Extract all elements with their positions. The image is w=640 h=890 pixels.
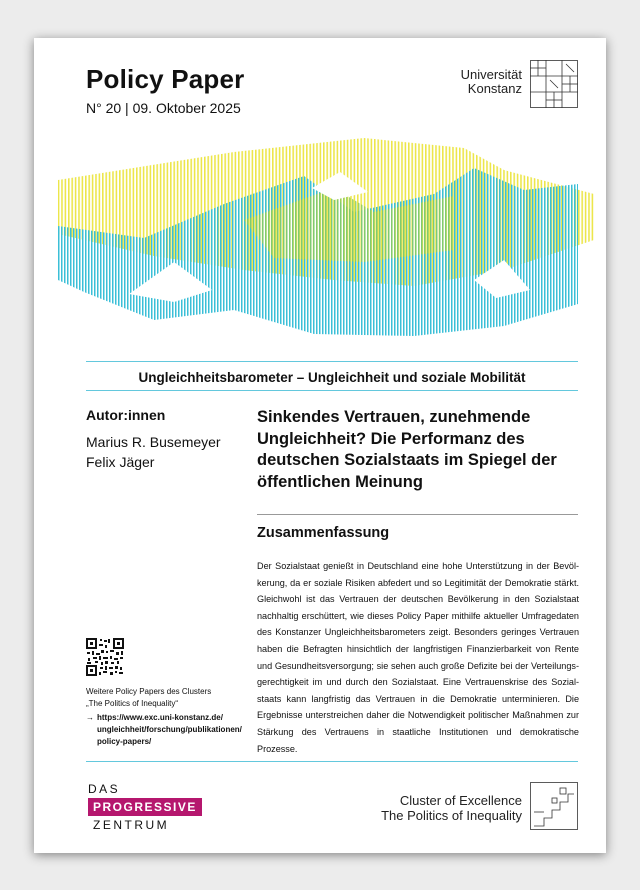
summary-line: Gleichwohl ist das Vertrauen der deutschen Bevölkerung in den Sozialstaat [257, 594, 579, 605]
more-papers-line: Weitere Policy Papers des Clusters [86, 687, 212, 696]
divider-footer [86, 761, 578, 762]
university-name [461, 68, 522, 96]
university-logo-icon [530, 60, 578, 108]
policy-paper-page [34, 38, 606, 853]
link-line[interactable]: https://www.exc.uni-konstanz.de/ [97, 713, 223, 722]
summary-line: Ergebnisse unterstreichen daher die Notwendigkeit politischer Maßnahmen zur [257, 710, 579, 721]
more-papers-line: „The Politics of Inequality“ [86, 699, 179, 708]
summary-line: Stärkung des Vertrauens in staatliche Institutionen und demokratische Prozesse. [257, 726, 579, 754]
author-name: Marius R. Busemeyer [86, 434, 221, 450]
cluster-line: Cluster of Excellence [399, 793, 522, 808]
divider-series [86, 390, 578, 391]
divider-headline [257, 514, 578, 515]
summary-line: kerung, da er soziale Risiken abfedert und so Legitimität der Demokratie stärkt. [257, 577, 579, 588]
summary-line: haben die Befragten hinsichtlich der langfristigen Finanzierbarkeit von Rente [257, 643, 579, 654]
more-papers-link[interactable] [86, 712, 264, 748]
divider-top [86, 361, 578, 362]
dpz-line: DAS [88, 782, 121, 796]
summary-heading: Zusammenfassung [257, 525, 390, 541]
author-name: Felix Jäger [86, 454, 155, 470]
authors-heading: Autor:innen [86, 407, 166, 423]
qr-code-icon[interactable] [86, 638, 124, 676]
summary-line: und Gesundheitsversorgung; sie sehen auch große Defizite bei der Verteilungs- [257, 660, 579, 671]
cluster-line: The Politics of Inequality [381, 807, 522, 823]
summary-line: des Konstanzer Ungleichheitsbarometers zeigt. Besonders geringes Vertrauen [257, 627, 579, 638]
university-line-1: Universität [460, 67, 522, 82]
page-title: Policy Paper [86, 64, 245, 94]
summary-line: staats kann langfristig das Vertrauen in die Demokratie unterminieren. Die [257, 693, 579, 704]
cluster-name [381, 794, 522, 823]
das-progressive-zentrum-logo [88, 782, 202, 832]
university-line-2: Konstanz [467, 81, 522, 96]
summary-line: nachhaltig erschüttert, wie dieses Policy Paper mithilfe aktueller Umfragedaten [257, 610, 579, 621]
issue-date: N° 20 | 09. Oktober 2025 [86, 100, 241, 116]
summary-line: gerechtigkeit im und durch den Sozialstaat. Eine Vertrauenskrise des Sozial- [257, 677, 579, 688]
header-artwork [34, 130, 606, 356]
cluster-logo-icon [530, 782, 578, 830]
arrow-right-icon: → [86, 713, 94, 722]
summary-line: Der Sozialstaat genießt in Deutschland eine hohe Unterstützung in der Bevöl- [257, 561, 579, 571]
summary-text [257, 558, 579, 757]
link-line[interactable]: ungleichheit/forschung/publikationen/ [97, 725, 242, 734]
dpz-line-highlight: PROGRESSIVE [88, 798, 202, 816]
series-title: Ungleichheitsbarometer – Ungleichheit und soziale Mobilität [138, 370, 526, 385]
more-papers-text [86, 686, 256, 710]
paper-headline: Sinkendes Vertrauen, zunehmende Ungleichheit? Die Performanz des deutschen Sozialstaats im Spiegel der öffentlichen Meinung [257, 408, 557, 491]
link-line[interactable]: policy-papers/ [97, 737, 152, 746]
dpz-line: ZENTRUM [93, 818, 170, 832]
